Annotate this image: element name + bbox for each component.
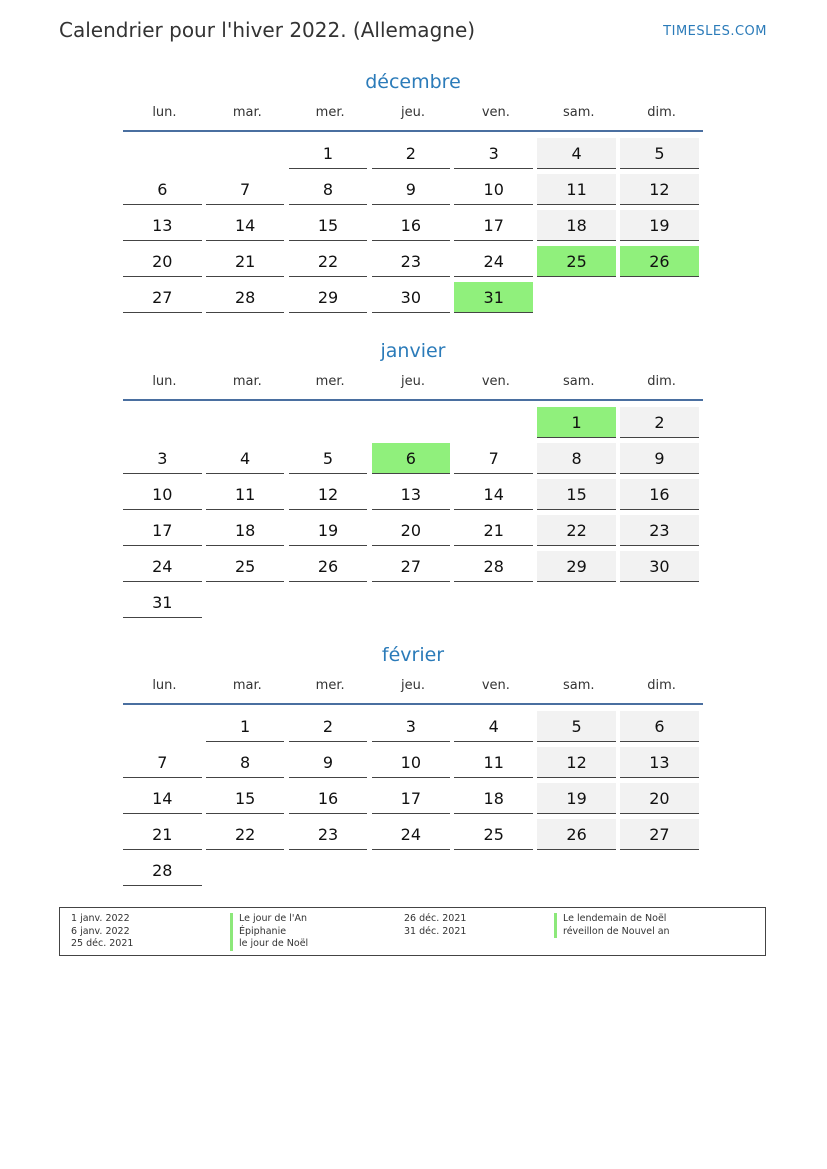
day-cell[interactable]: 10 [454,174,533,205]
week-row [123,174,703,210]
weekday-label: sam. [562,105,595,120]
legend-holiday-name: Le lendemain de Noël [554,913,670,926]
week-row [123,711,703,747]
day-cell[interactable]: 24 [123,551,202,582]
day-cell[interactable]: 24 [454,246,533,277]
day-cell[interactable]: 22 [206,819,285,850]
day-cell[interactable]: 26 [620,246,699,277]
day-cell[interactable]: 25 [454,819,533,850]
month-december [123,68,703,318]
weekday-label: ven. [481,678,510,693]
day-cell[interactable]: 30 [372,282,451,313]
weekday-header [123,373,703,401]
day-cell[interactable]: 9 [620,443,699,474]
day-cell[interactable]: 14 [123,783,202,814]
day-cell[interactable]: 6 [372,443,451,474]
empty-cell [206,138,285,168]
legend-dates-col2 [404,913,466,938]
day-cell[interactable]: 29 [289,282,368,313]
empty-cell [537,587,616,617]
day-cell[interactable]: 13 [620,747,699,778]
day-cell[interactable]: 20 [620,783,699,814]
day-cell[interactable]: 10 [123,479,202,510]
day-cell[interactable]: 1 [537,407,616,438]
day-cell[interactable]: 4 [537,138,616,169]
empty-cell [123,138,202,168]
day-cell[interactable]: 16 [372,210,451,241]
weekday-label: lun. [152,374,177,389]
day-cell[interactable]: 2 [620,407,699,438]
empty-cell [537,855,616,885]
day-cell[interactable]: 31 [123,587,202,618]
day-cell[interactable]: 5 [620,138,699,169]
day-cell[interactable]: 5 [537,711,616,742]
day-cell[interactable]: 28 [123,855,202,886]
page-title: Calendrier pour l'hiver 2022. (Allemagne) [59,18,476,42]
empty-cell [372,587,451,617]
weekday-label: jeu. [401,374,425,389]
day-cell[interactable]: 8 [289,174,368,205]
day-cell[interactable]: 2 [289,711,368,742]
legend-date: 1 janv. 2022 [71,913,130,924]
day-cell[interactable]: 29 [537,551,616,582]
empty-cell [123,407,202,437]
empty-cell [454,855,533,885]
weekday-label: mer. [315,678,345,693]
empty-cell [289,407,368,437]
day-cell[interactable]: 9 [289,747,368,778]
week-row [123,855,703,891]
day-cell[interactable]: 18 [206,515,285,546]
holiday-legend [59,907,766,956]
week-row [123,138,703,174]
day-cell[interactable]: 9 [372,174,451,205]
day-cell[interactable]: 4 [454,711,533,742]
day-cell[interactable]: 27 [372,551,451,582]
weekday-label: mar. [232,105,262,120]
weekday-label: mer. [315,105,345,120]
legend-names-col2 [554,913,670,938]
empty-cell [620,587,699,617]
day-cell[interactable]: 1 [206,711,285,742]
legend-holiday-name: réveillon de Nouvel an [554,926,670,939]
weeks-grid [123,407,703,623]
day-cell[interactable]: 3 [454,138,533,169]
legend-date: 6 janv. 2022 [71,925,130,937]
weekday-label: lun. [152,105,177,120]
legend-dates-col1 [71,913,133,951]
day-cell[interactable]: 7 [123,747,202,778]
day-cell[interactable]: 27 [620,819,699,850]
empty-cell [206,587,285,617]
day-cell[interactable]: 31 [454,282,533,313]
day-cell[interactable]: 12 [620,174,699,205]
empty-cell [123,711,202,741]
week-row [123,587,703,623]
day-cell[interactable]: 3 [372,711,451,742]
empty-cell [289,587,368,617]
weeks-grid [123,138,703,318]
day-cell[interactable]: 1 [289,138,368,169]
day-cell[interactable]: 12 [289,479,368,510]
weeks-grid [123,711,703,891]
day-cell[interactable]: 16 [289,783,368,814]
day-cell[interactable]: 21 [123,819,202,850]
day-cell[interactable]: 30 [620,551,699,582]
day-cell[interactable]: 14 [206,210,285,241]
day-cell[interactable]: 27 [123,282,202,313]
day-cell[interactable]: 17 [123,515,202,546]
day-cell[interactable]: 10 [372,747,451,778]
week-row [123,282,703,318]
empty-cell [620,855,699,885]
legend-holiday-name: Épiphanie [230,926,308,939]
day-cell[interactable]: 6 [620,711,699,742]
day-cell[interactable]: 20 [372,515,451,546]
weekday-label: dim. [647,105,676,120]
empty-cell [372,855,451,885]
weekday-label: dim. [647,374,676,389]
day-cell[interactable]: 17 [454,210,533,241]
legend-date: 31 déc. 2021 [404,925,467,937]
weekday-label: ven. [481,105,510,120]
day-cell[interactable]: 11 [454,747,533,778]
legend-holiday-name: Le jour de l'An [230,913,308,926]
weekday-label: sam. [562,678,595,693]
legend-holiday-name: le jour de Noël [230,938,308,951]
weekday-label: dim. [647,678,676,693]
brand-logo[interactable]: TIMESLES.COM [663,24,767,39]
empty-cell [206,855,285,885]
week-row [123,246,703,282]
month-title: février [381,644,445,666]
week-row [123,747,703,783]
week-row [123,819,703,855]
week-row [123,407,703,443]
day-cell[interactable]: 17 [372,783,451,814]
empty-cell [620,282,699,312]
day-cell[interactable]: 13 [372,479,451,510]
legend-date: 26 déc. 2021 [404,913,467,924]
day-cell[interactable]: 15 [206,783,285,814]
empty-cell [537,282,616,312]
day-cell[interactable]: 18 [454,783,533,814]
empty-cell [454,587,533,617]
legend-names-col1 [230,913,308,951]
day-cell[interactable]: 22 [537,515,616,546]
day-cell[interactable]: 22 [289,246,368,277]
week-row [123,515,703,551]
day-cell[interactable]: 14 [454,479,533,510]
day-cell[interactable]: 7 [454,443,533,474]
weekday-label: sam. [562,374,595,389]
day-cell[interactable]: 15 [537,479,616,510]
weekday-label: mer. [315,374,345,389]
day-cell[interactable]: 7 [206,174,285,205]
week-row [123,210,703,246]
day-cell[interactable]: 11 [206,479,285,510]
day-cell[interactable]: 28 [454,551,533,582]
day-cell[interactable]: 21 [206,246,285,277]
empty-cell [206,407,285,437]
day-cell[interactable]: 28 [206,282,285,313]
day-cell[interactable]: 25 [206,551,285,582]
day-cell[interactable]: 19 [537,783,616,814]
weekday-label: jeu. [401,105,425,120]
day-cell[interactable]: 5 [289,443,368,474]
month-title: janvier [380,340,446,362]
day-cell[interactable]: 19 [620,210,699,241]
week-row [123,479,703,515]
day-cell[interactable]: 15 [289,210,368,241]
empty-cell [454,407,533,437]
day-cell[interactable]: 20 [123,246,202,277]
legend-date: 25 déc. 2021 [71,938,134,949]
day-cell[interactable]: 23 [289,819,368,850]
empty-cell [289,855,368,885]
day-cell[interactable]: 11 [537,174,616,205]
weekday-label: mar. [232,374,262,389]
day-cell[interactable]: 26 [537,819,616,850]
weekday-label: mar. [232,678,262,693]
day-cell[interactable]: 18 [537,210,616,241]
day-cell[interactable]: 21 [454,515,533,546]
day-cell[interactable]: 4 [206,443,285,474]
day-cell[interactable]: 25 [537,246,616,277]
week-row [123,551,703,587]
empty-cell [372,407,451,437]
day-cell[interactable]: 16 [620,479,699,510]
weekday-label: jeu. [401,678,425,693]
day-cell[interactable]: 6 [123,174,202,205]
weekday-label: lun. [152,678,177,693]
week-row [123,443,703,479]
month-february [123,641,703,891]
month-january [123,337,703,623]
day-cell[interactable]: 13 [123,210,202,241]
day-cell[interactable]: 23 [620,515,699,546]
weekday-header [123,104,703,132]
day-cell[interactable]: 23 [372,246,451,277]
day-cell[interactable]: 12 [537,747,616,778]
day-cell[interactable]: 2 [372,138,451,169]
day-cell[interactable]: 26 [289,551,368,582]
weekday-header [123,677,703,705]
day-cell[interactable]: 8 [206,747,285,778]
day-cell[interactable]: 8 [537,443,616,474]
day-cell[interactable]: 24 [372,819,451,850]
weekday-label: ven. [481,374,510,389]
day-cell[interactable]: 19 [289,515,368,546]
month-title: décembre [365,71,461,93]
day-cell[interactable]: 3 [123,443,202,474]
week-row [123,783,703,819]
